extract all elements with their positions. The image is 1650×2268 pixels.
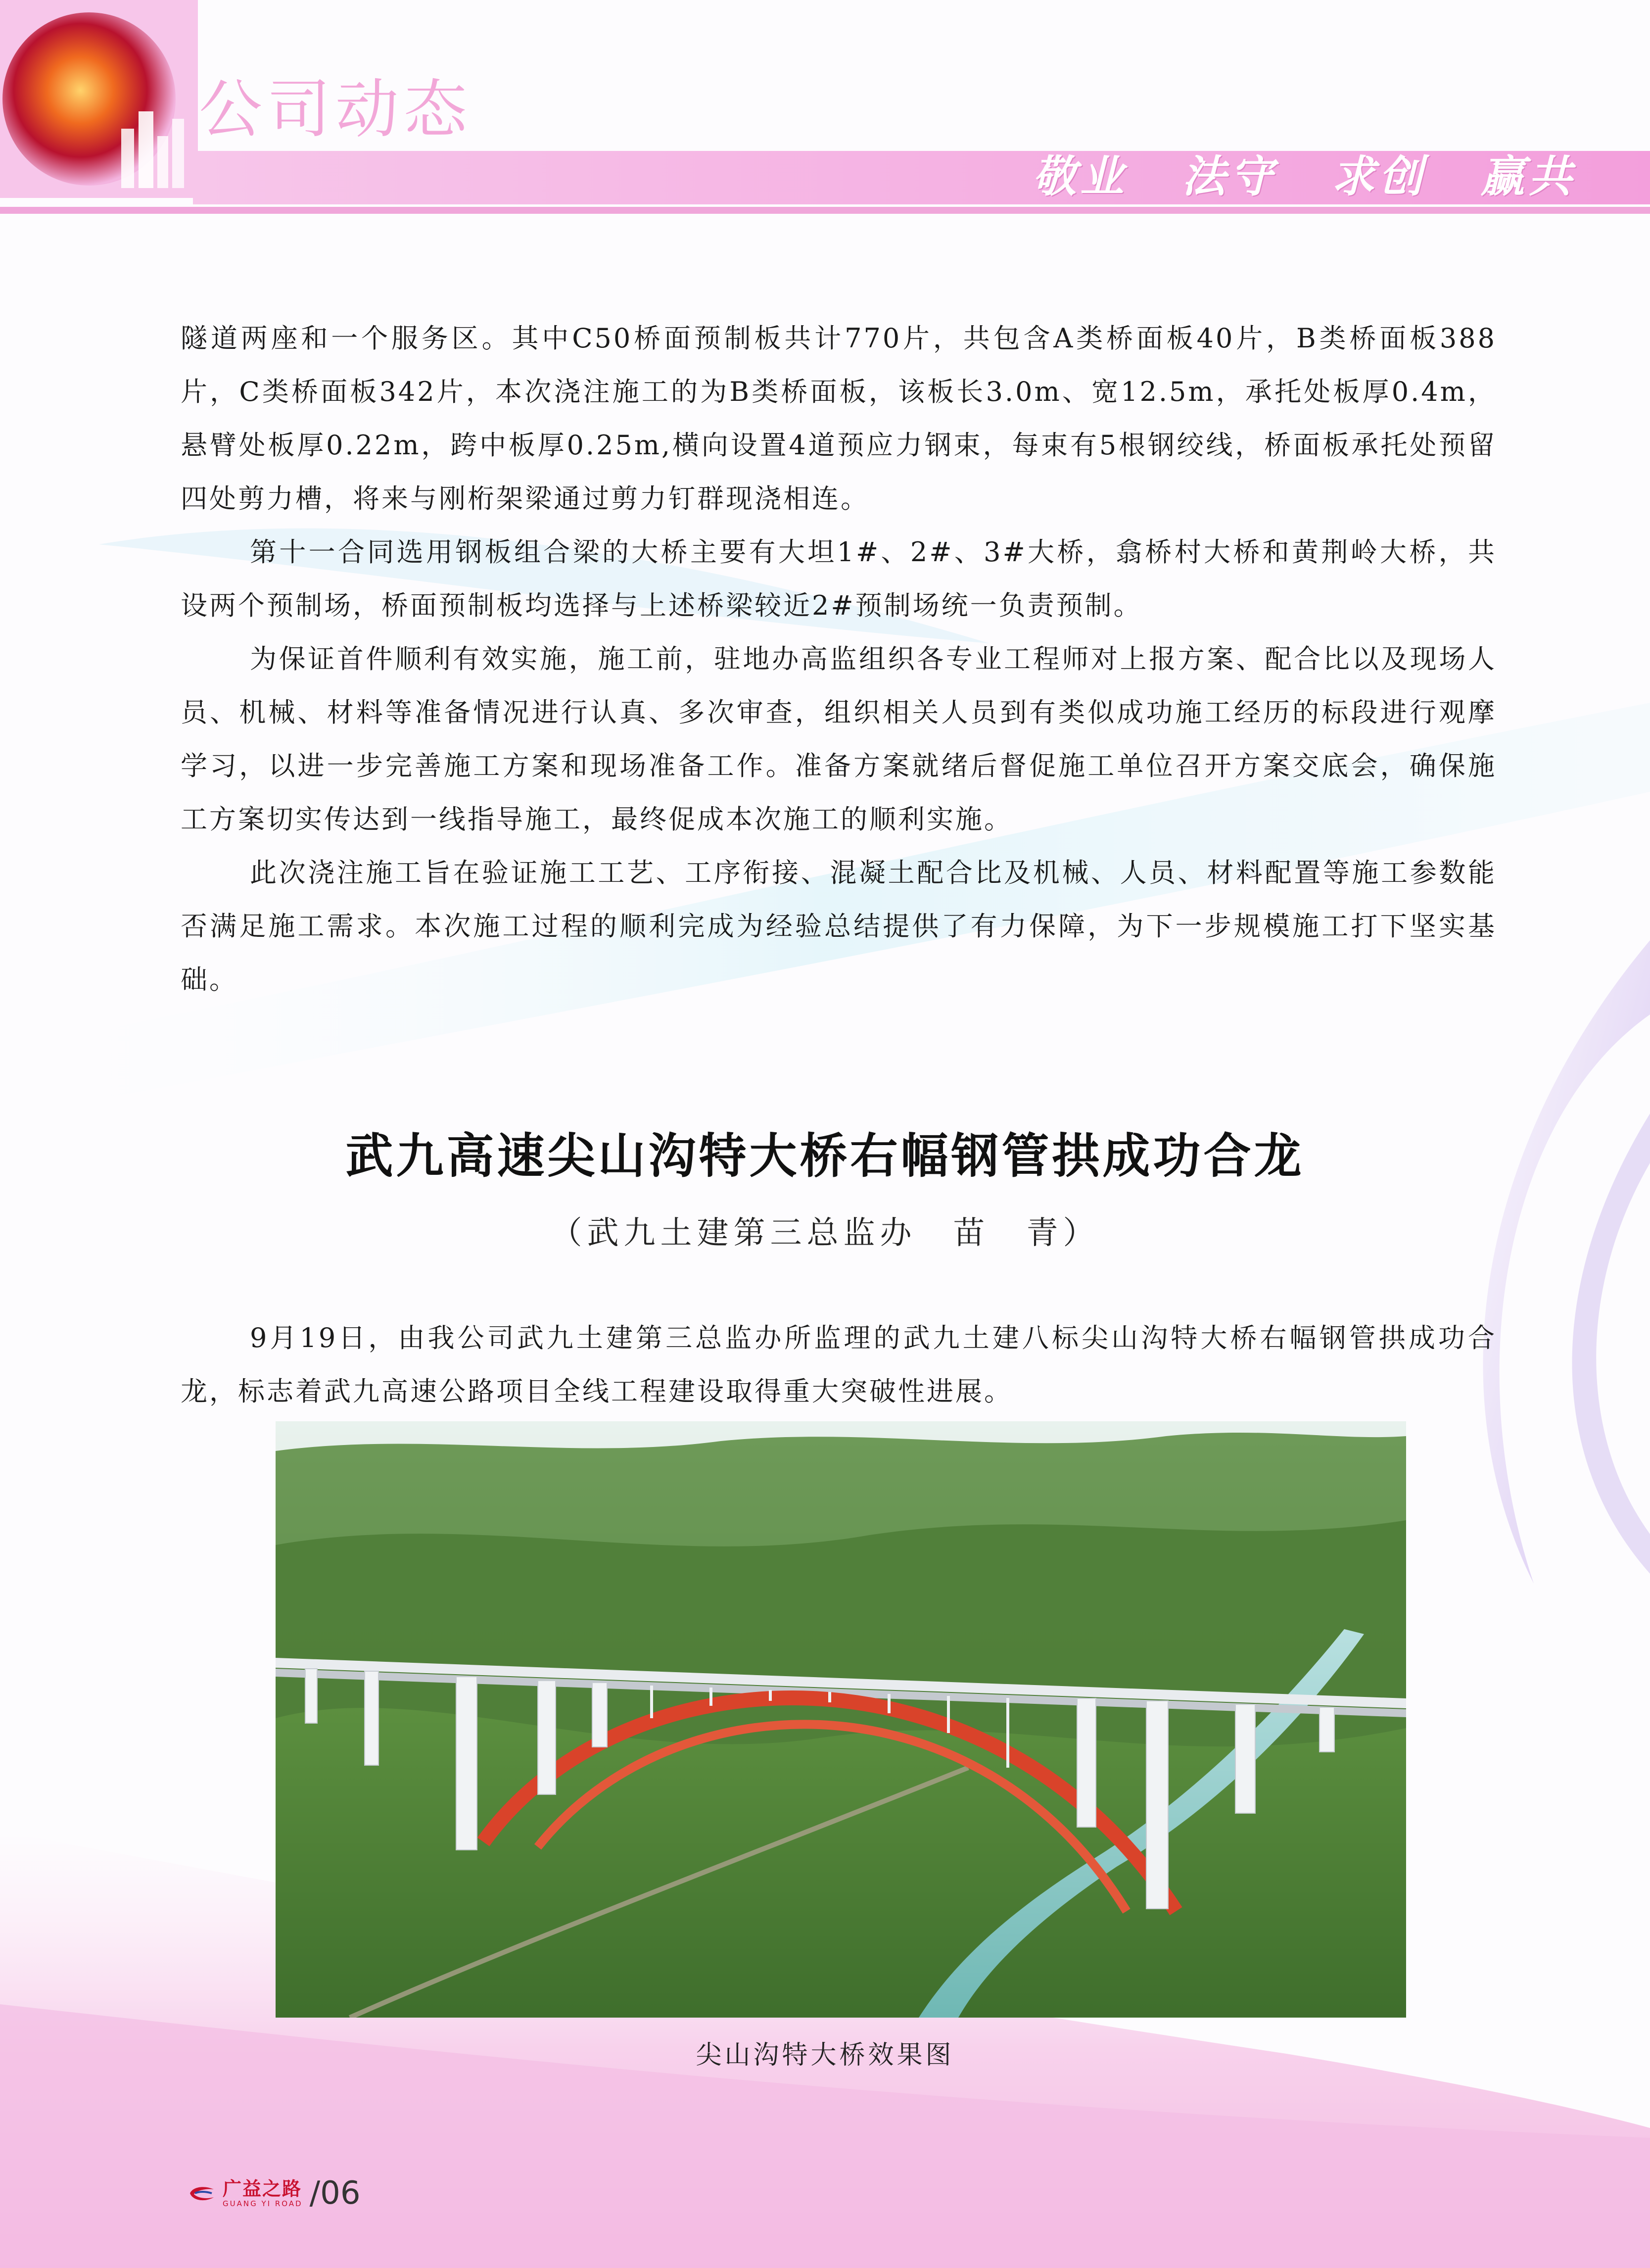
motto-word: 敬业 [1032, 150, 1128, 202]
header-logo-orb [0, 0, 198, 198]
brand-wordmark [223, 2179, 303, 2208]
article-headline: 武九高速尖山沟特大桥右幅钢管拱成功合龙 [345, 1128, 1305, 1184]
article-body [181, 1311, 1497, 1418]
article-continued [181, 312, 1497, 1007]
bridge-photo [276, 1421, 1406, 2018]
motto-word: 求创 [1331, 150, 1426, 202]
motto-word: 法守 [1181, 150, 1277, 202]
brand-name-en: GUANG YI ROAD [223, 2199, 303, 2208]
brand-logo-icon [188, 2183, 216, 2203]
header-divider [0, 207, 1650, 214]
article-paragraph: 隧道两座和一个服务区。其中C50桥面预制板共计770片，共包含A类桥面板40片，B类桥面板388片，C类桥面板342片，本次浇注施工的为B类桥面板，该板长3.0m、宽12.5m，承托处板厚0.4m，悬臂处板厚0.22m，跨中板厚0.25m,横向设置4道预应力钢束，每束有5根钢绞线，桥面板承托处预留四处剪力槽，将来与刚桁架梁通过剪力钉群现浇相连。 [181, 323, 1497, 514]
article-paragraph: 此次浇注施工旨在验证施工工艺、工序衔接、混凝土配合比及机械、人员、材料配置等施工参数能否满足施工需求。本次施工过程的顺利完成为经验总结提供了有力保障，为下一步规模施工打下坚实基础。 [181, 857, 1497, 995]
article-paragraph: 第十一合同选用钢板组合梁的大桥主要有大坦1#、2#、3#大桥，翕桥村大桥和黄荆岭大桥，共设两个预制场，桥面预制板均选择与上述桥梁较近2#预制场统一负责预制。 [181, 536, 1497, 621]
section-title: 公司动态 [199, 73, 472, 146]
article-paragraph: 9月19日，由我公司武九土建第三总监办所监理的武九土建八标尖山沟特大桥右幅钢管拱成功合龙，标志着武九高速公路项目全线工程建设取得重大突破性进展。 [181, 1322, 1497, 1407]
article-byline: （武九土建第三总监办 苗 青） [550, 1215, 1100, 1252]
brand-name-cn: 广益之路 [223, 2177, 302, 2200]
article-paragraph: 为保证首件顺利有效实施，施工前，驻地办高监组织各专业工程师对上报方案、配合比以及现场人员、机械、材料等准备情况进行认真、多次审查，组织相关人员到有类似成功施工经历的标段进行观摩学习，以进一步完善施工方案和现场准备工作。准备方案就绪后督促施工单位召开方案交底会，确保施工方案切实传达到一线指导施工，最终促成本次施工的顺利实施。 [181, 643, 1497, 835]
header-motto [1032, 150, 1576, 202]
page-footer [188, 2175, 361, 2212]
motto-word: 赢共 [1480, 150, 1576, 202]
photo-caption: 尖山沟特大桥效果图 [696, 2040, 954, 2070]
page-number: /06 [309, 2175, 361, 2212]
